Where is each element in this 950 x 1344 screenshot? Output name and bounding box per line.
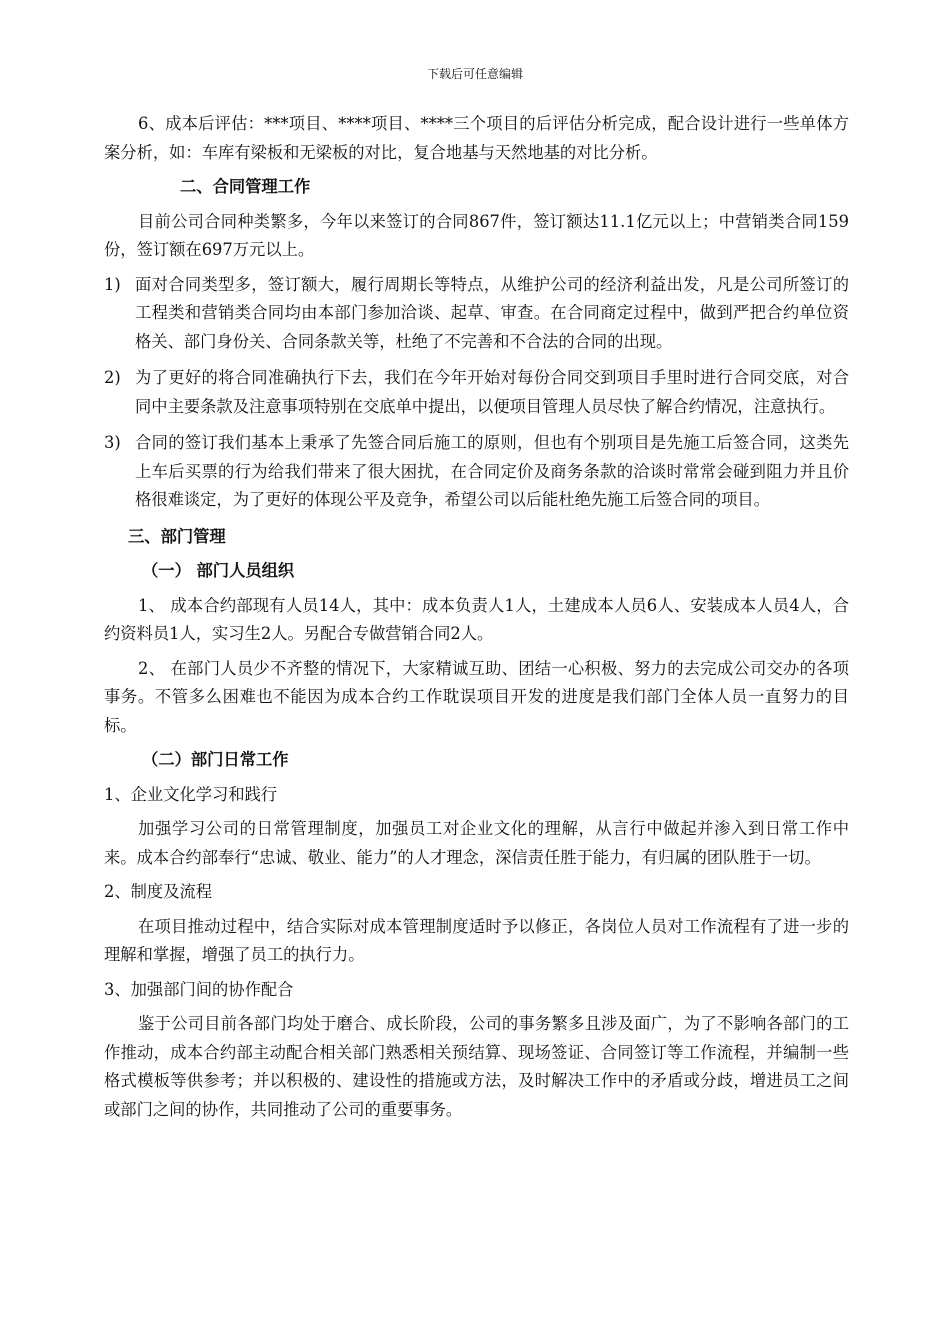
subsection-heading-staff: （一） 部门人员组织 <box>142 561 295 580</box>
paragraph-cost-evaluation: 6、成本后评估：***项目、****项目、****三个项目的后评估分析完成，配合设计进行一些单体方案分析，如：车库有梁板和无梁板的对比，复合地基与天然地基的对比分析。 <box>104 114 849 162</box>
item-heading-process: 2、制度及流程 <box>104 882 213 901</box>
list-item-text: 为了更好的将合同准确执行下去，我们在今年开始对每份合同交到项目手里时进行合同交底，对合同中主要条款及注意事项特别在交底单中提出，以便项目管理人员尽快了解合约情况，注意执行。 <box>135 368 849 416</box>
list-item-number: 3) <box>104 433 121 452</box>
list-item-text: 面对合同类型多，签订额大，履行周期长等特点，从维护公司的经济利益出发，凡是公司所签订的工程类和营销类合同均由本部门参加洽谈、起草、审查。在合同商定过程中，做到严把合约单位资格关、部门身份关、合同条款关等，杜绝了不完善和不合法的合同的出现。 <box>135 274 849 351</box>
list-item <box>104 271 849 357</box>
paragraph-contract-summary: 目前公司合同种类繁多，今年以来签订的合同867件，签订额达11.1亿元以上；中营销类合同159份，签订额在697万元以上。 <box>104 211 849 259</box>
list-item-number: 1) <box>104 274 121 294</box>
paragraph-team-spirit: 2、 在部门人员少不齐整的情况下，大家精诚互助、团结一心积极、努力的去完成公司交办的各项事务。不管多么困难也不能因为成本合约工作耽误项目开发的进度是我们部门全体人员一直努力的目标。 <box>104 658 849 735</box>
page-header: 下载后可任意编辑 <box>426 67 523 81</box>
list-item <box>104 429 849 515</box>
subsection-heading-daily-work: （二）部门日常工作 <box>142 750 289 769</box>
paragraph-culture: 加强学习公司的日常管理制度，加强员工对企业文化的理解，从言行中做起并渗入到日常工作中来。成本合约部奉行“忠诚、敬业、能力”的人才理念，深信责任胜于能力，有归属的团队胜于一切。 <box>104 819 849 867</box>
section-heading-contract-management: 二、合同管理工作 <box>180 177 311 196</box>
section-heading-department-management: 三、部门管理 <box>128 526 226 546</box>
item-heading-cooperation: 3、加强部门间的协作配合 <box>104 979 294 999</box>
document-body <box>104 110 849 1130</box>
paragraph-staff-count: 1、 成本合约部现有人员14人，其中：成本负责人1人，土建成本人员6人、安装成本人员4人，合约资料员1人，实习生2人。另配合专做营销合同2人。 <box>104 595 849 643</box>
list-item-text: 合同的签订我们基本上秉承了先签合同后施工的原则，但也有个别项目是先施工后签合同，这类先上车后买票的行为给我们带来了很大困扰，在合同定价及商务条款的洽谈时常常会碰到阻力并且价格很难谈定，为了更好的体现公平及竞争，希望公司以后能杜绝先施工后签合同的项目。 <box>135 433 849 509</box>
list-item <box>104 364 849 421</box>
item-heading-culture: 1、企业文化学习和践行 <box>104 784 278 804</box>
paragraph-cooperation: 鉴于公司目前各部门均处于磨合、成长阶段，公司的事务繁多且涉及面广，为了不影响各部门的工作推动，成本合约部主动配合相关部门熟悉相关预结算、现场签证、合同签订等工作流程，并编制一些格式模板等供参考；并以积极的、建设性的措施或方法，及时解决工作中的矛盾或分歧，增进员工之间或部门之间的协作，共同推动了公司的重要事务。 <box>104 1014 849 1119</box>
paragraph-process: 在项目推动过程中，结合实际对成本管理制度适时予以修正，各岗位人员对工作流程有了进一步的理解和掌握，增强了员工的执行力。 <box>104 916 849 964</box>
list-item-number: 2) <box>104 368 121 387</box>
